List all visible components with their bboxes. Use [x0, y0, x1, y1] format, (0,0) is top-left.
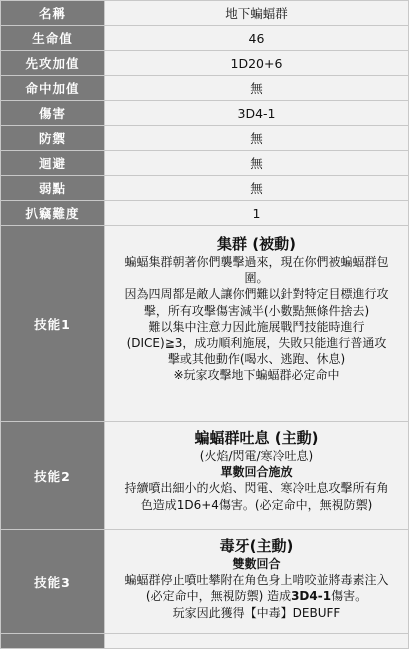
skill-2-turn: 單數回合施放	[220, 465, 293, 480]
row-name	[1, 1, 409, 26]
pickpocket-value: 1	[105, 201, 409, 226]
name-value: 地下蝙蝠群	[105, 1, 409, 26]
weakness-value: 無	[105, 176, 409, 201]
evasion-label: 迴避	[1, 151, 105, 176]
row-defense	[1, 126, 409, 151]
row-skill-2	[1, 422, 409, 530]
row-initiative	[1, 51, 409, 76]
row-skill-3	[1, 530, 409, 634]
skill-1-line: 蝙蝠集群朝著你們襲擊過來，現在你們被蝙蝠群包	[124, 255, 389, 269]
skill-2-line: 持續噴出細小的火焰、閃電、寒冷吐息攻擊所有角	[124, 481, 389, 496]
hp-label: 生命值	[1, 26, 105, 51]
initiative-label: 先攻加值	[1, 51, 105, 76]
skill-3-line-1: 蝙蝠群停止噴吐攀附在角色身上啃咬並將毒素注入	[124, 573, 389, 588]
skill-3-content	[105, 530, 409, 634]
skill-2-content	[105, 422, 409, 530]
skill-3-turn: 雙數回合	[232, 557, 281, 571]
next-row-value	[105, 634, 409, 649]
pickpocket-label: 扒竊難度	[1, 201, 105, 226]
skill-1-line: 因為四周都是敵人讓你們難以針對特定目標進行攻	[124, 287, 389, 302]
skill-1-line: 擊或其他動作(喝水、逃跑、休息)	[167, 352, 346, 367]
initiative-value: 1D20+6	[105, 51, 409, 76]
skill-3-line-2-pre: (必定命中，無視防禦) 造成	[145, 589, 292, 604]
row-next-partial	[1, 634, 409, 649]
skill-1-line: 圍。	[244, 271, 269, 286]
next-row-label	[1, 634, 105, 649]
skill-2-label: 技能2	[1, 422, 105, 530]
hp-value: 46	[105, 26, 409, 51]
skill-1-label: 技能1	[1, 226, 105, 422]
evasion-value: 無	[105, 151, 409, 176]
defense-label: 防禦	[1, 126, 105, 151]
skill-3-line-2-post: 傷害。	[331, 589, 368, 604]
hit-bonus-value: 無	[105, 76, 409, 101]
row-weakness	[1, 176, 409, 201]
row-pickpocket	[1, 201, 409, 226]
name-label: 名稱	[1, 1, 105, 26]
row-evasion	[1, 151, 409, 176]
skill-3-line-3: 玩家因此獲得【中毒】DEBUFF	[172, 605, 341, 620]
skill-1-title: 集群 (被動)	[217, 235, 296, 253]
skill-1-line: ※玩家攻擊地下蝙蝠群必定命中	[173, 368, 340, 383]
damage-label: 傷害	[1, 101, 105, 126]
skill-1-line: 擊，所有攻擊傷害減半(小數點無條件捨去)	[143, 303, 370, 318]
skill-2-line: 色造成1D6+4傷害。(必定命中，無視防禦)	[140, 497, 373, 512]
skill-1-content	[105, 226, 409, 422]
skill-1-line: 難以集中注意力因此施展戰鬥技能時進行	[148, 319, 365, 334]
damage-value: 3D4-1	[105, 101, 409, 126]
skill-3-title: 毒牙(主動)	[219, 537, 294, 555]
hit-bonus-label: 命中加值	[1, 76, 105, 101]
weakness-label: 弱點	[1, 176, 105, 201]
row-skill-1	[1, 226, 409, 422]
skill-2-title: 蝙蝠群吐息 (主動)	[194, 429, 319, 447]
skill-3-line-2	[105, 588, 408, 604]
skill-1-line: (DICE)≧3，成功順利施展，失敗只能進行普通攻	[126, 336, 387, 351]
defense-value: 無	[105, 126, 409, 151]
skill-2-subtitle: (火焰/閃電/寒冷吐息)	[199, 449, 314, 463]
row-hp	[1, 26, 409, 51]
row-hit-bonus	[1, 76, 409, 101]
skill-3-label: 技能3	[1, 530, 105, 634]
row-damage	[1, 101, 409, 126]
skill-3-damage: 3D4-1	[291, 589, 332, 604]
